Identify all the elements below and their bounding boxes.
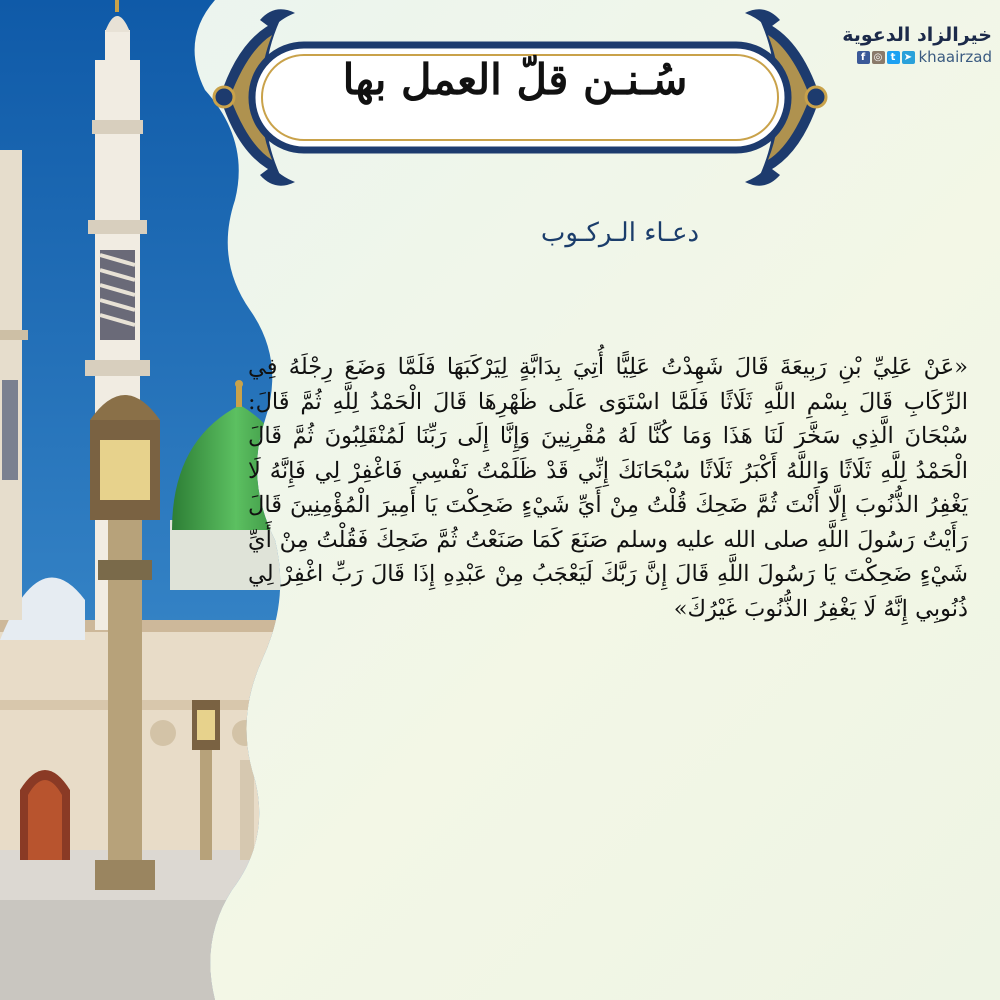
brand — [822, 24, 992, 66]
hadith-text: «عَنْ عَلِيِّ بْنِ رَبِيعَةَ قَالَ شَهِدْتُ عَلِيًّا أُتِيَ بِدَابَّةٍ لِيَرْكَبَهَا فَلَمَّا وَضَعَ رِجْلَهُ فِي الرِّكَابِ قَالَ بِسْمِ اللَّهِ ثَلَاثًا فَلَمَّا اسْتَوَى عَلَى ظَهْرِهَا قَالَ الْحَمْدُ لِلَّهِ ثُمَّ قَالَ: سُبْحَانَ الَّذِي سَخَّرَ لَنَا هَذَا وَمَا كُنَّا لَهُ مُقْرِنِينَ وَإِنَّا إِلَى رَبِّنَا لَمُنْقَلِبُونَ ثُمَّ قَالَ الْحَمْدُ لِلَّهِ ثَلَاثًا وَاللَّهُ أَكْبَرُ ثَلَاثًا سُبْحَانَكَ إِنِّي قَدْ ظَلَمْتُ نَفْسِي فَاغْفِرْ لِي فَإِنَّهُ لَا يَغْفِرُ الذُّنُوبَ إِلَّا أَنْتَ ثُمَّ ضَحِكَ قُلْتُ مِنْ أَيِّ شَيْءٍ ضَحِكْتَ يَا أَمِيرَ الْمُؤْمِنِينَ قَالَ رَأَيْتُ رَسُولَ اللَّهِ صلى الله عليه وسلم صَنَعَ كَمَا صَنَعْتُ ثُمَّ ضَحِكَ فَقُلْتُ مِنْ أَيِّ شَيْءٍ ضَحِكْتَ يَا رَسُولَ اللَّهِ قَالَ إِنَّ رَبَّكَ لَيَعْجَبُ مِنْ عَبْدِهِ إِذَا قَالَ رَبِّ اغْفِرْ لِي ذُنُوبِي إِنَّهُ لَا يَغْفِرُ الذُّنُوبَ غَيْرُكَ» — [248, 354, 968, 622]
facebook-icon[interactable]: f — [857, 51, 870, 64]
brand-social-row — [822, 48, 992, 66]
section-subtitle: دعـاء الـركـوب — [540, 218, 700, 248]
page-title: سُـنـن قلّ العمل بها — [342, 55, 688, 104]
brand-handle: khaairzad — [918, 48, 992, 66]
instagram-icon[interactable]: ◎ — [872, 51, 885, 64]
telegram-icon[interactable]: ➤ — [902, 51, 915, 64]
twitter-icon[interactable]: t — [887, 51, 900, 64]
brand-name: خيرالزاد الدعوية — [842, 24, 992, 46]
